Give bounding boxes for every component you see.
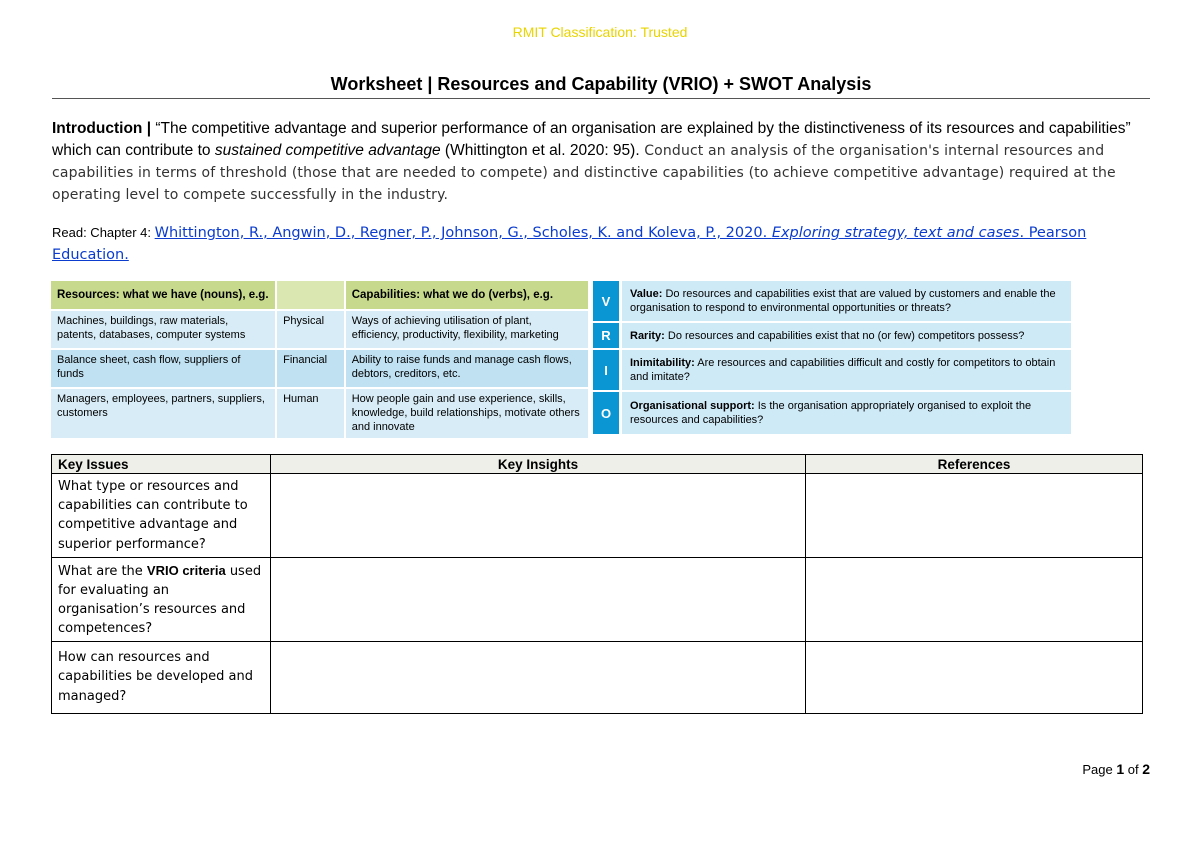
capabilities-cell: Ability to raise funds and manage cash flows, debtors, creditors, etc. (345, 349, 588, 388)
resource-type-cell: Physical (276, 310, 345, 349)
key-issue-cell: What type or resources and capabilities can contribute to competitive advantage and superior performance? (52, 474, 271, 558)
page-number: Page 1 of 2 (1082, 761, 1150, 777)
vrio-description: Organisational support: Is the organisation appropriately organised to exploit the resources and capabilities? (622, 392, 1071, 434)
key-insights-cell[interactable] (271, 474, 806, 558)
resources-cell: Managers, employees, partners, suppliers, customers (51, 388, 276, 438)
resources-header: Resources: what we have (nouns), e.g. (51, 281, 276, 310)
key-issue-cell: How can resources and capabilities be developed and managed? (52, 642, 271, 714)
intro-citation: (Whittington et al. 2020: 95). (440, 142, 640, 159)
vrio-row-value (593, 281, 1071, 321)
key-insights-header: Key Insights (271, 455, 806, 474)
vrio-row-organisation (593, 392, 1071, 434)
reading-label: Read: Chapter 4: (52, 225, 155, 240)
key-issue-cell: What are the VRIO criteria used for evaluating an organisation’s resources and competences? (52, 558, 271, 642)
introduction-paragraph (52, 118, 1150, 206)
table-row (52, 558, 1143, 642)
resource-type-header (276, 281, 345, 310)
key-issues-table (51, 454, 1143, 714)
capabilities-header: Capabilities: what we do (verbs), e.g. (345, 281, 588, 310)
table-row (52, 474, 1143, 558)
vrio-row-inimitability (593, 350, 1071, 390)
classification-label: RMIT Classification: Trusted (512, 24, 688, 40)
resource-type-cell: Human (276, 388, 345, 438)
vrio-description: Value: Do resources and capabilities exist that are valued by customers and enable the organisation to respond to environmental opportunities or threats? (622, 281, 1071, 321)
reading-reference-link[interactable]: Whittington, R., Angwin, D., Regner, P., Johnson, G., Scholes, K. and Koleva, P., 2020. Exploring strategy, text and cases. Pearson Education. (52, 225, 1087, 263)
vrio-criteria (593, 281, 1071, 436)
vrio-description: Rarity: Do resources and capabilities exist that no (or few) competitors possess? (622, 323, 1071, 348)
references-cell[interactable] (806, 642, 1143, 714)
page-title: Worksheet | Resources and Capability (VRIO) + SWOT Analysis (330, 74, 872, 94)
capabilities-cell: Ways of achieving utilisation of plant, efficiency, productivity, flexibility, marketing (345, 310, 588, 349)
table-row (52, 642, 1143, 714)
key-issues-header: Key Issues (52, 455, 271, 474)
resource-type-cell: Financial (276, 349, 345, 388)
vrio-row-rarity (593, 323, 1071, 348)
intro-quote: “The competitive advantage and superior performance of an organisation are explained by the distinctiveness of its resources and capabilities” which can contribute to (52, 120, 1131, 159)
references-header: References (806, 455, 1143, 474)
vrio-description: Inimitability: Are resources and capabilities difficult and costly for competitors to obtain and imitate? (622, 350, 1071, 390)
reading-reference (52, 222, 1150, 266)
key-insights-cell[interactable] (271, 642, 806, 714)
intro-rest: Conduct an analysis of the organisation's internal resources and capabilities in terms of threshold (those that are needed to compete) and distinctive capabilities (to achieve competitive advantage) required at the operating level to compete successfully in the industry. (52, 143, 1116, 203)
intro-heading: Introduction | (52, 120, 152, 137)
references-cell[interactable] (806, 558, 1143, 642)
key-insights-cell[interactable] (271, 558, 806, 642)
vrio-letter: V (593, 281, 619, 321)
references-cell[interactable] (806, 474, 1143, 558)
capabilities-cell: How people gain and use experience, skills, knowledge, build relationships, motivate others and innovate (345, 388, 588, 438)
vrio-letter: O (593, 392, 619, 434)
vrio-letter: R (593, 323, 619, 348)
resources-cell: Machines, buildings, raw materials, patents, databases, computer systems (51, 310, 276, 349)
vrio-letter: I (593, 350, 619, 390)
resources-capabilities-table (51, 281, 588, 438)
title-divider (52, 98, 1150, 99)
resources-cell: Balance sheet, cash flow, suppliers of funds (51, 349, 276, 388)
intro-quote-italic: sustained competitive advantage (214, 142, 441, 159)
